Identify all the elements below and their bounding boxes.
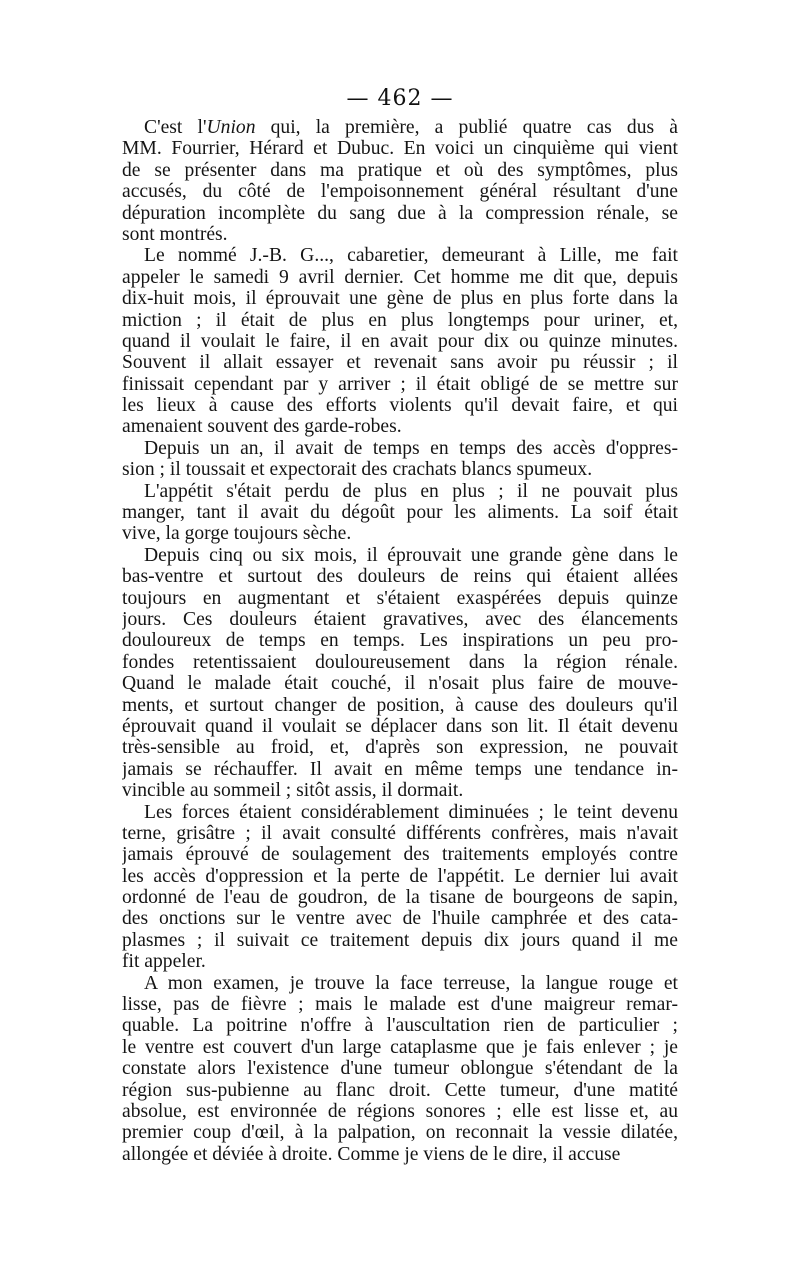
paragraph: [122, 438, 678, 481]
text-line: les lieux à cause des efforts violents qu'il devait faire, et qui: [122, 395, 678, 417]
body-text: [122, 117, 678, 1165]
text-line: ordonné de l'eau de goudron, de la tisane de bourgeons de sapin,: [122, 887, 678, 909]
text-line: Depuis un an, il avait de temps en temps des accès d'oppres-: [144, 437, 678, 459]
text-line: accusés, du côté de l'empoisonnement général résultant d'une: [122, 181, 678, 203]
text-line: très-sensible au froid, et, d'après son expression, ne pouvait: [122, 737, 678, 759]
paragraph: [122, 802, 678, 973]
text-line: manger, tant il avait du dégoût pour les aliments. La soif était: [122, 502, 678, 524]
text-line: jamais éprouvé de soulagement des traitements employés contre: [122, 844, 678, 866]
text-line: des onctions sur le ventre avec de l'huile camphrée et des cata-: [122, 908, 678, 930]
text-line: douloureux de temps en temps. Les inspirations un peu pro-: [122, 630, 678, 652]
page-number: — 462 —: [346, 86, 454, 111]
paragraph: [122, 545, 678, 802]
text-line: fondes retentissaient douloureusement dans la région rénale.: [122, 651, 678, 673]
text-line: Les forces étaient considérablement diminuées ; le teint devenu: [144, 801, 678, 823]
text-line: lisse, pas de fièvre ; mais le malade est d'une maigreur remar-: [122, 994, 678, 1016]
text-line: miction ; il était de plus en plus longtemps pour uriner, et,: [122, 309, 678, 331]
text-line: jours. Ces douleurs étaient gravatives, avec des élancements: [122, 608, 678, 630]
paragraph: [122, 481, 678, 545]
text-line: vincible au sommeil ; sitôt assis, il dormait.: [122, 780, 464, 802]
text-line: toujours en augmentant et s'étaient exaspérées depuis quinze: [122, 587, 678, 609]
paragraph: [122, 117, 678, 245]
text-line: quand il voulait le faire, il en avait pour dix ou quinze minutes.: [122, 330, 678, 352]
text-line: sion ; il toussait et expectorait des crachats blancs spumeux.: [122, 459, 593, 481]
text-line: MM. Fourrier, Hérard et Dubuc. En voici un cinquième qui vient: [122, 138, 678, 160]
text-line: les accès d'oppression et la perte de l'appétit. Le dernier lui avait: [122, 865, 678, 887]
text-line: Le nommé J.-B. G..., cabaretier, demeurant à Lille, me fait: [144, 245, 678, 267]
text-line: allongée et déviée à droite. Comme je viens de le dire, il accuse: [122, 1143, 621, 1165]
text-line: finissait cependant par y arriver ; il était obligé de se mettre sur: [122, 373, 678, 395]
text-line: terne, grisâtre ; il avait consulté différents confrères, mais n'avait: [122, 822, 678, 844]
text-line: dix-huit mois, il éprouvait une gène de plus en plus forte dans la: [122, 288, 678, 310]
text-line: vive, la gorge toujours sèche.: [122, 523, 352, 545]
text-line: ments, et surtout changer de position, à cause des douleurs qu'il: [122, 694, 678, 716]
text-line: Souvent il allait essayer et revenait sans avoir pu réussir ; il: [122, 352, 678, 374]
text-line: jamais se réchauffer. Il avait en même temps une tendance in-: [122, 758, 678, 780]
text-line: premier coup d'œil, à la palpation, on reconnait la vessie dilatée,: [122, 1122, 678, 1144]
journal-title: Union: [206, 117, 256, 138]
text-line: amenaient souvent des garde-robes.: [122, 416, 402, 438]
text-line: quable. La poitrine n'offre à l'auscultation rien de particulier ;: [122, 1015, 678, 1037]
text-line: absolue, est environnée de régions sonores ; elle est lisse et, au: [122, 1100, 678, 1122]
text-line: Depuis cinq ou six mois, il éprouvait une grande gène dans le: [144, 544, 678, 566]
paragraph: [122, 245, 678, 438]
text-line: fit appeler.: [122, 951, 206, 973]
paragraph: [122, 973, 678, 1166]
text-line: L'appétit s'était perdu de plus en plus ; il ne pouvait plus: [144, 480, 678, 502]
text-line: le ventre est couvert d'un large cataplasme que je fais enlever ; je: [122, 1036, 678, 1058]
text-line: C'est l'Union qui, la première, a publié quatre cas dus à: [144, 117, 678, 138]
text-line: région sus-pubienne au flanc droit. Cette tumeur, d'une matité: [122, 1079, 678, 1101]
text-line: plasmes ; il suivait ce traitement depuis dix jours quand il me: [122, 929, 678, 951]
text-line: sont montrés.: [122, 223, 228, 245]
text-line: bas-ventre et surtout des douleurs de reins qui étaient allées: [122, 566, 678, 588]
text-line: Quand le malade était couché, il n'osait plus faire de mouve-: [122, 673, 678, 695]
text-line: constate alors l'existence d'une tumeur oblongue s'étendant de la: [122, 1058, 678, 1080]
text-line: dépuration incomplète du sang due à la compression rénale, se: [122, 202, 678, 224]
text-line: appeler le samedi 9 avril dernier. Cet homme me dit que, depuis: [122, 266, 678, 288]
text-line: A mon examen, je trouve la face terreuse, la langue rouge et: [144, 972, 678, 994]
text-line: éprouvait quand il voulait se déplacer dans son lit. Il était devenu: [122, 715, 678, 737]
text-line: de se présenter dans ma pratique et où des symptômes, plus: [122, 159, 678, 181]
